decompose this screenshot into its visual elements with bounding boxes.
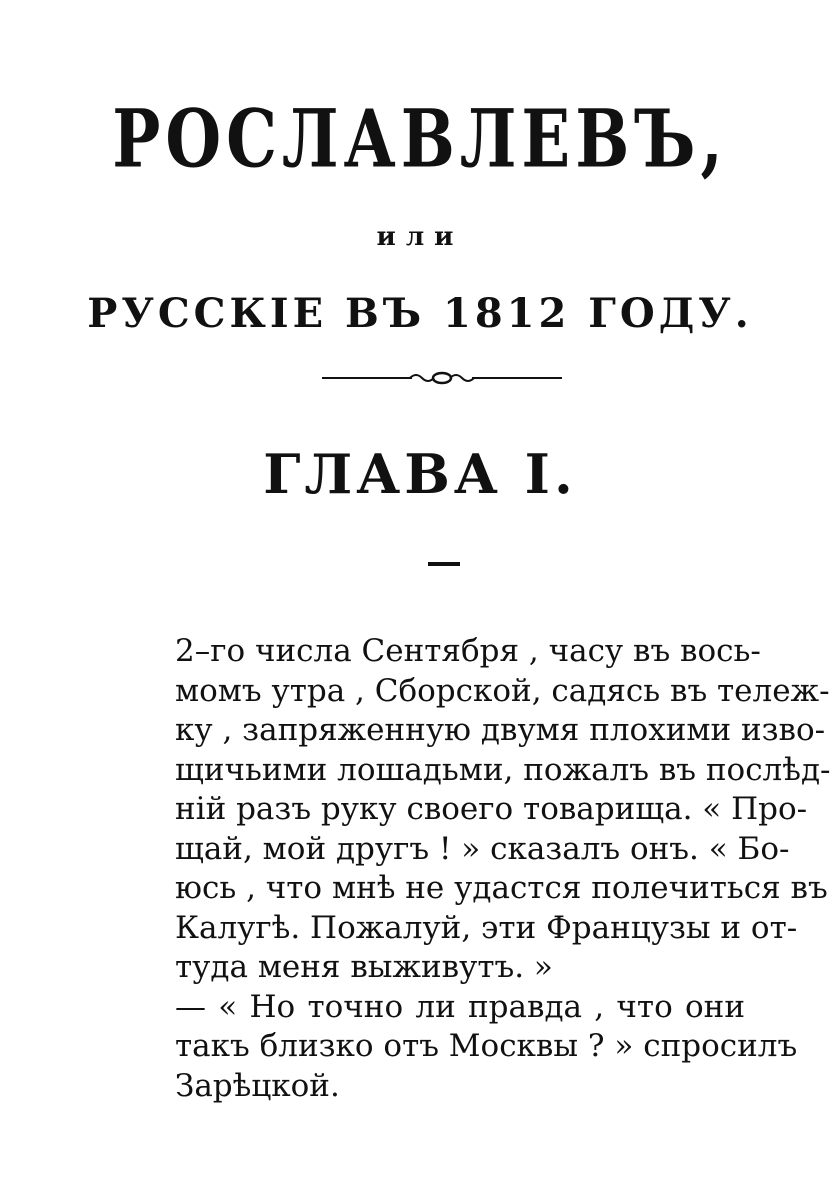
text-line: туда меня выживутъ. » [175, 949, 553, 985]
text-line: такъ близко отъ Москвы ? » спросилъ [175, 1028, 798, 1064]
book-title: РОСЛАВЛЕВЪ, [112, 92, 728, 187]
section-dash [428, 562, 460, 566]
text-line: 2–го числа Сентября , часу въ вось- [175, 633, 761, 669]
chapter-heading: ГЛАВА I. [263, 442, 577, 506]
text-line: юсь , что мнѣ не удастся полечиться въ [175, 870, 828, 906]
body-text [175, 632, 831, 1106]
text-line: Зарѣцкой. [175, 1067, 340, 1104]
ornament-divider [322, 366, 562, 390]
text-line: щичьими лошадьми, пожалъ въ послѣд- [175, 751, 831, 788]
text-line: щай, мой другъ ! » сказалъ онъ. « Бо- [175, 830, 790, 867]
text-line: ній разъ руку своего товарища. « Про- [175, 791, 808, 827]
text-line: ку , запряженную двумя плохими изво- [175, 712, 826, 748]
book-subtitle: РУССКІЕ ВЪ 1812 ГОДУ. [87, 290, 753, 337]
text-line: момъ утра , Сборской, садясь въ тележ- [175, 672, 830, 709]
text-line: — « Но точно ли правда , что они [175, 988, 745, 1025]
text-line: Калугѣ. Пожалуй, эти Французы и от- [175, 909, 798, 946]
title-conjunction: или [376, 222, 464, 252]
